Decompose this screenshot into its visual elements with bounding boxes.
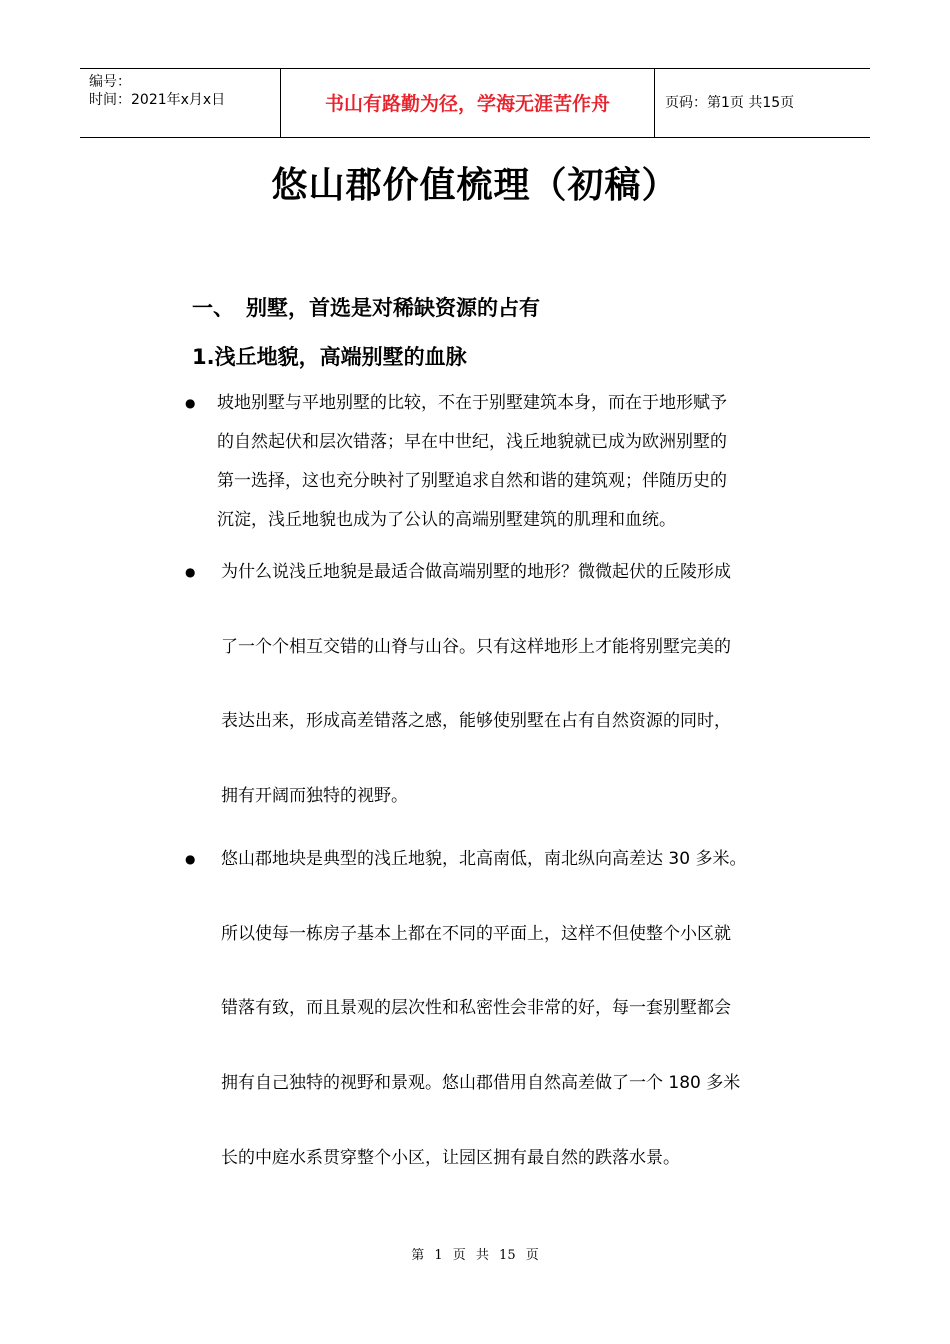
- paragraph-line: 沉淀，浅丘地貌也成为了公认的高端别墅建筑的肌理和血统。: [217, 510, 676, 530]
- page-info: 页码：第1页 共15页: [665, 95, 795, 111]
- header-motto-cell: [280, 69, 655, 137]
- paragraph-line: 拥有自己独特的视野和景观。悠山郡借用自然高差做了一个 180 多米: [221, 1073, 741, 1093]
- page-footer: 第 1 页 共 15 页: [411, 1248, 539, 1263]
- paragraph-line: 第一选择，这也充分映衬了别墅追求自然和谐的建筑观；伴随历史的: [217, 471, 727, 491]
- paragraph-line: 拥有开阔而独特的视野。: [221, 786, 408, 806]
- bullet-icon: ●: [185, 565, 196, 579]
- paragraph-line: 所以使每一栋房子基本上都在不同的平面上，这样不但使整个小区就: [221, 924, 731, 944]
- section-number: 一、: [192, 296, 234, 320]
- paragraph-line: 悠山郡地块是典型的浅丘地貌，北高南低，南北纵向高差达 30 多米。: [221, 849, 747, 869]
- time-label: 时间：2021年x月x日: [89, 92, 226, 108]
- document-title: 悠山郡价值梳理（初稿）: [271, 165, 679, 206]
- paragraph-line: 错落有致，而且景观的层次性和私密性会非常的好，每一套别墅都会: [221, 998, 731, 1018]
- paragraph-line: 坡地别墅与平地别墅的比较，不在于别墅建筑本身，而在于地形赋予: [217, 393, 727, 413]
- motto: 书山有路勤为径，学海无涯苦作舟: [324, 93, 610, 115]
- paragraph-line: 为什么说浅丘地貌是最适合做高端别墅的地形？微微起伏的丘陵形成: [221, 562, 731, 582]
- bullet-icon: ●: [185, 852, 196, 866]
- paragraph-line: 的自然起伏和层次错落；早在中世纪，浅丘地貌就已成为欧洲别墅的: [217, 432, 727, 452]
- bullet-icon: ●: [185, 396, 196, 410]
- section-heading: [192, 293, 540, 323]
- serial-number-label: 编号：: [89, 74, 131, 90]
- header-table: [80, 68, 870, 138]
- subsection-heading: 1.浅丘地貌，高端别墅的血脉: [192, 345, 467, 369]
- paragraph-line: 表达出来，形成高差错落之感，能够使别墅在占有自然资源的同时，: [221, 711, 731, 731]
- paragraph-line: 长的中庭水系贯穿整个小区，让园区拥有最自然的跌落水景。: [221, 1148, 680, 1168]
- header-meta-cell: [80, 69, 280, 137]
- section-heading-text: 别墅，首选是对稀缺资源的占有: [246, 296, 540, 320]
- header-page-cell: [654, 69, 870, 137]
- paragraph-line: 了一个个相互交错的山脊与山谷。只有这样地形上才能将别墅完美的: [221, 637, 731, 657]
